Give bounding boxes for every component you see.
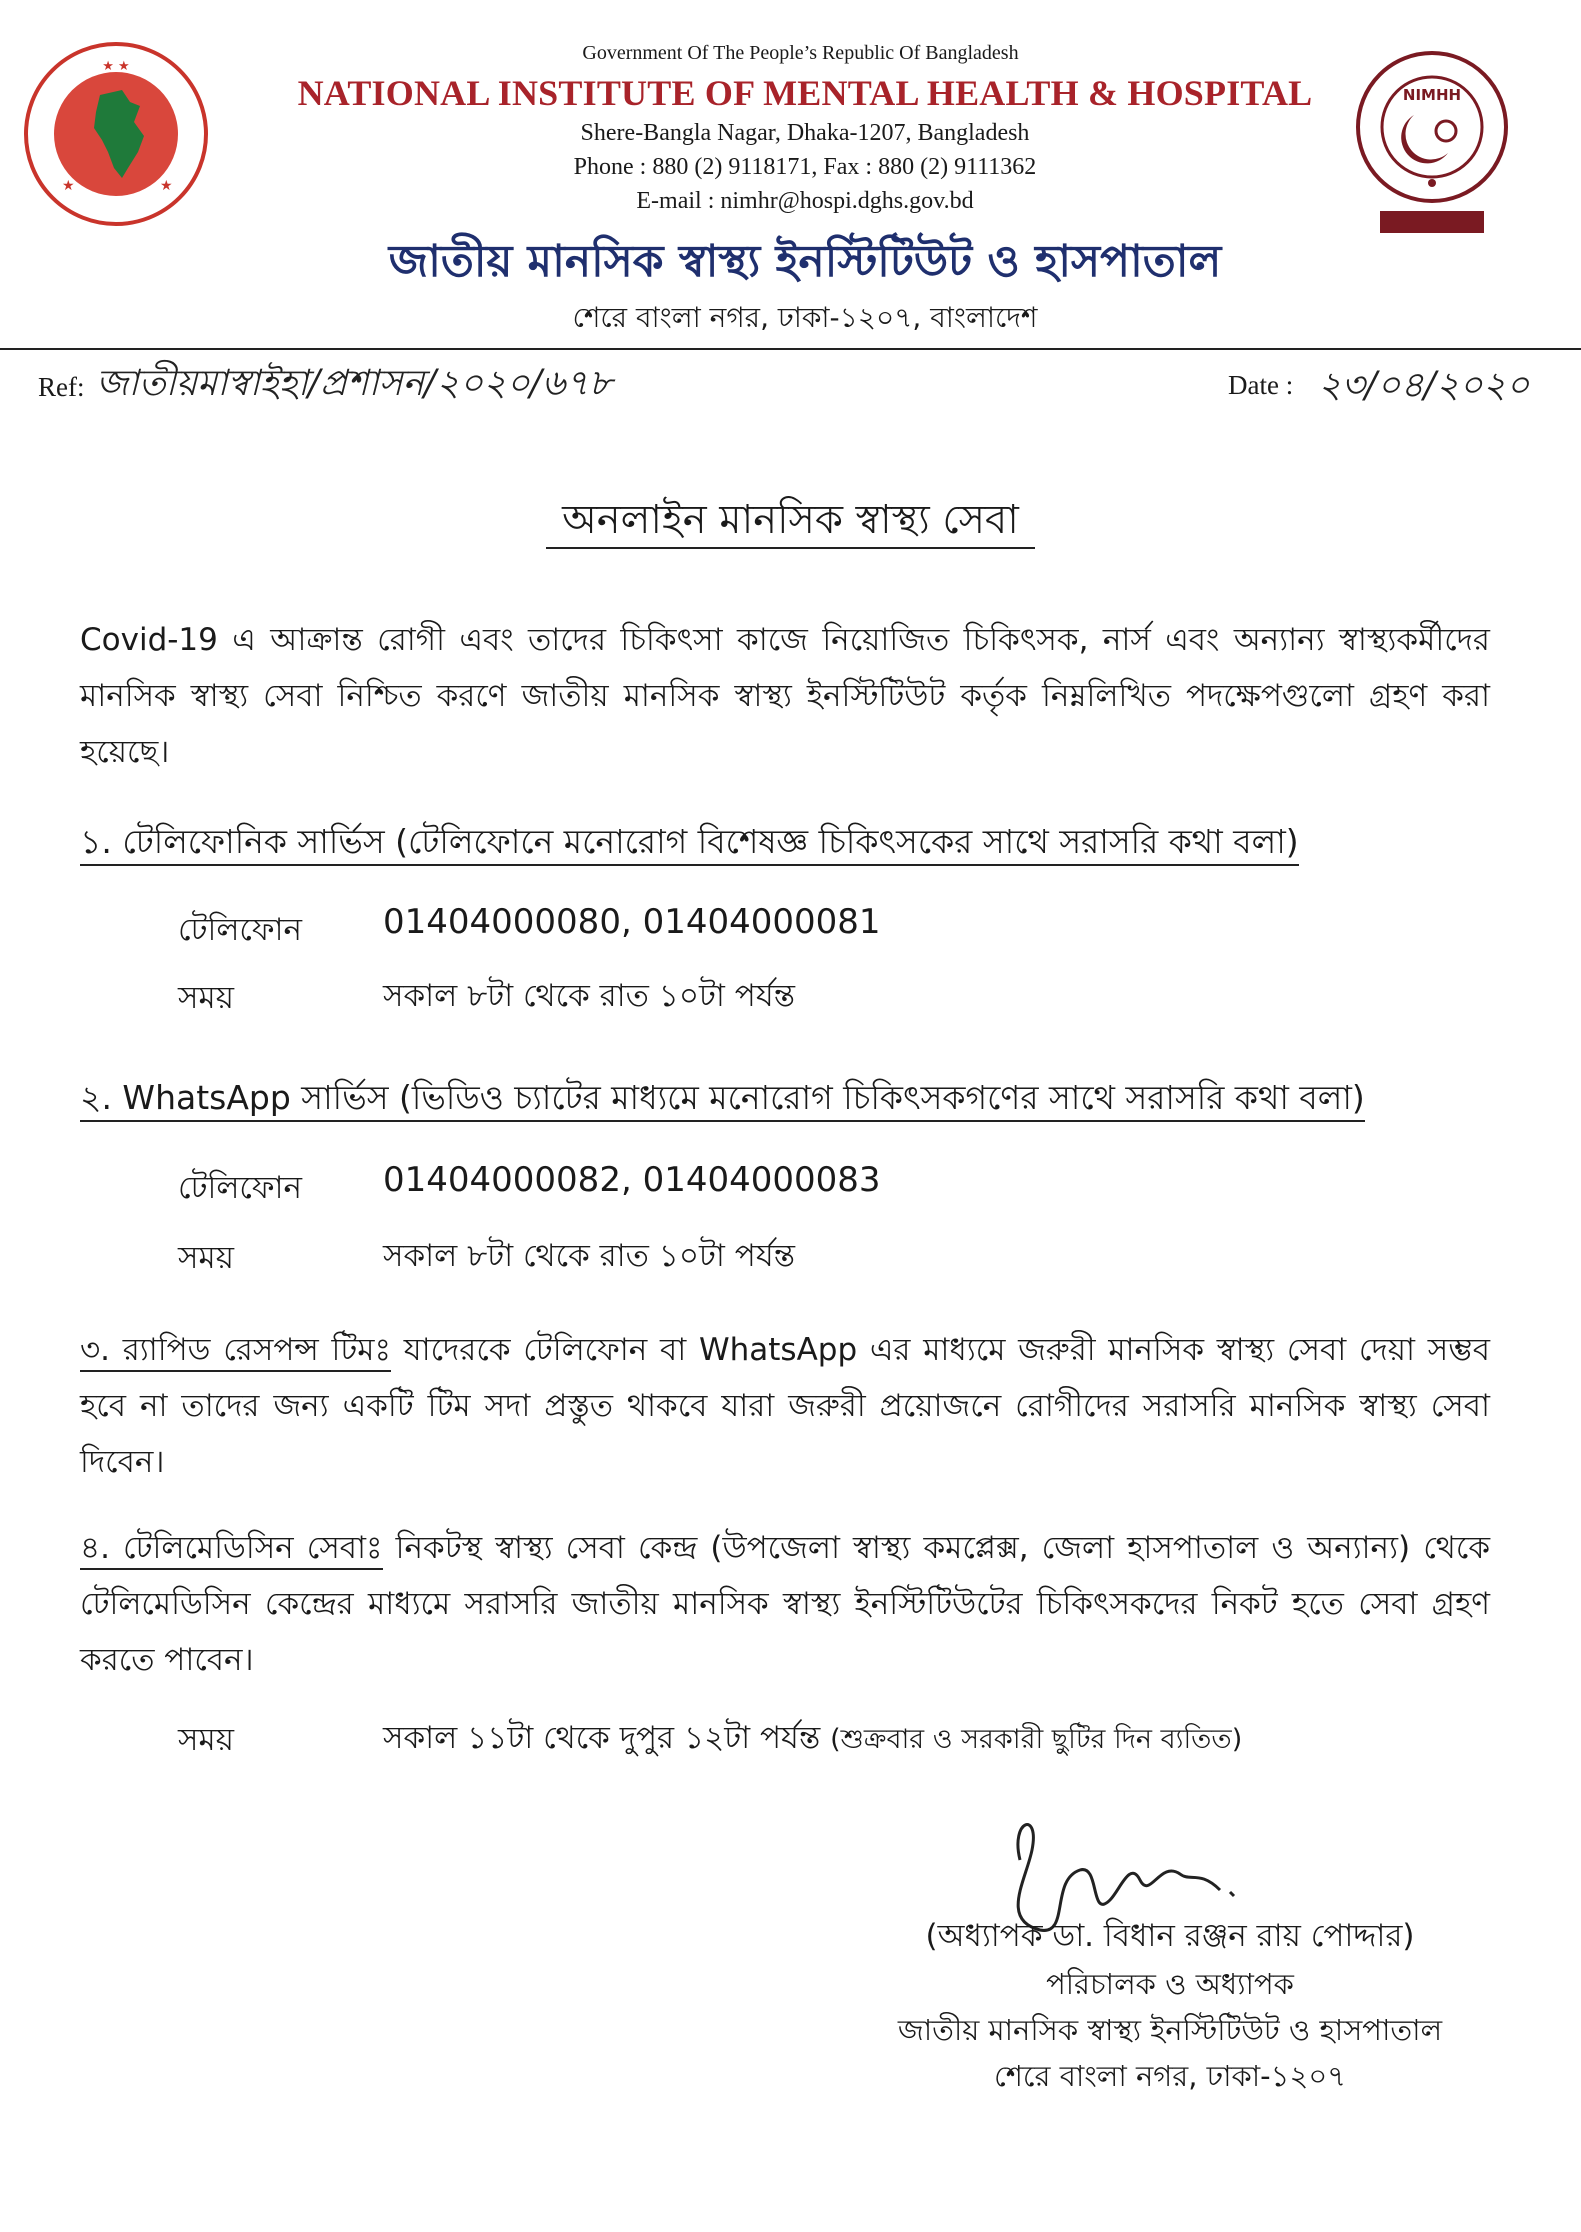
section-3-body: যাদেরকে টেলিফোন বা WhatsApp এর মাধ্যমে জরুরী মানসিক স্বাস্থ্য সেবা দেয়া সম্ভব হবে না তাদের জন্য একটি টিম সদা প্রস্তুত থাকবে যারা জরুরী প্রয়োজনে রোগীদের সরাসরি মানসিক স্বাস্থ্য সেবা দিবেন। [80,1332,1490,1480]
section-1-heading: ১. টেলিফোনিক সার্ভিস (টেলিফোনে মনোরোগ বিশেষজ্ঞ চিকিৎসকের সাথে সরাসরি কথা বলা) [80,816,1500,872]
signatory-name: (অধ্যাপক ডা. বিধান রঞ্জন রায় পোদ্দার) [925,1918,1415,1954]
section-4-body: নিকটস্থ স্বাস্থ্য সেবা কেন্দ্র (উপজেলা স্বাস্থ্য কমপ্লেক্স, জেলা হাসপাতাল ও অন্যান্য) থেকে টেলিমেডিসিন কেন্দ্রের মাধ্যমে সরাসরি জাতীয় মানসিক স্বাস্থ্য ইনস্টিটিউটের চিকিৎসকদের নিকট হতে সেবা গ্রহণ করতে পাবেন। [80,1530,1491,1678]
signatory-institute: জাতীয় মানসিক স্বাস্থ্য ইনস্টিটিউট ও হাসপাতাল [897,2013,1443,2047]
intro-paragraph: Covid-19 এ আক্রান্ত রোগী এবং তাদের চিকিৎসা কাজে নিয়োজিত চিকিৎসক, নার্স এবং অন্যান্য স্বাস্থ্যকর্মীদের মানসিক স্বাস্থ্য সেবা নিশ্চিত করণে জাতীয় মানসিক স্বাস্থ্য ইনস্টিটিউট কর্তৃক নিম্নলিখিত পদক্ষেপগুলো গ্রহণ করা হয়েছে। [80,622,1490,770]
government-line: Government Of The People’s Republic Of Bangladesh [582,42,1019,64]
section-4-time-label: সময় [178,1722,234,1758]
svg-text:★: ★ [160,178,173,194]
organization-phone: Phone : 880 (2) 9118171, Fax : 880 (2) 9111362 [573,154,1037,180]
section-4-heading: ৪. টেলিমেডিসিন সেবাঃ [80,1530,383,1570]
section-1-time-value: সকাল ৮টা থেকে রাত ১০টা পর্যন্ত [383,978,796,1014]
svg-text:★: ★ [62,178,75,194]
signatory-designation: পরিচালক ও অধ্যাপক [1046,1967,1294,2001]
nimhh-logo [1352,35,1512,243]
organization-address-bangla: শেরে বাংলা নগর, ঢাকা-১২০৭, বাংলাদেশ [572,301,1038,334]
svg-text:★ ★: ★ ★ [102,59,130,74]
section-2-heading: ২. WhatsApp সার্ভিস (ভিডিও চ্যাটের মাধ্যমে মনোরোগ চিকিৎসকগণের সাথে সরাসরি কথা বলা) [80,1072,1500,1128]
ref-label: Ref: [38,372,85,402]
date-value: ২৩/০৪/২০২০ [1318,365,1530,406]
signatory-address: শেরে বাংলা নগর, ঢাকা-১২০৭ [993,2059,1347,2093]
date-label: Date : [1228,370,1294,400]
organization-email: E-mail : nimhr@hospi.dghs.gov.bd [636,188,974,214]
section-2-phone-value: 01404000082, 01404000083 [383,1160,881,1200]
organization-name: NATIONAL INSTITUTE OF MENTAL HEALTH & HOSPITAL [297,73,1313,113]
section-4-time-value: সকাল ১১টা থেকে দুপুর ১২টা পর্যন্ত (শুক্রবার ও সরকারী ছুটির দিন ব্যতিত) [383,1720,1243,1756]
section-4-paragraph [80,1520,1490,1688]
section-2-phone-label: টেলিফোন [178,1170,303,1206]
section-4-time-note: (শুক্রবার ও সরকারী ছুটির দিন ব্যতিত) [830,1724,1243,1755]
section-3-paragraph [80,1322,1490,1490]
section-2-time-label: সময় [178,1240,234,1276]
bangladesh-government-seal [22,40,210,228]
header-divider [0,348,1581,350]
section-3-heading: ৩. র‍্যাপিড রেসপন্স টিমঃ [80,1332,391,1372]
organization-name-bangla: জাতীয় মানসিক স্বাস্থ্য ইনস্টিটিউট ও হাসপাতাল [388,236,1222,287]
nimhh-logo-abbr: NIMHH [1402,86,1462,104]
section-1-phone-value: 01404000080, 01404000081 [383,902,881,942]
section-1-phone-label: টেলিফোন [178,912,303,948]
section-2-time-value: সকাল ৮টা থেকে রাত ১০টা পর্যন্ত [383,1238,796,1274]
section-1-time-label: সময় [178,980,234,1016]
document-title: অনলাইন মানসিক স্বাস্থ্য সেবা [0,488,1581,555]
organization-address: Shere-Bangla Nagar, Dhaka-1207, Bangladesh [580,120,1030,146]
ref-number: জাতীয়মাস্বাইহা/প্রশাসন/২০২০/৬৭৮ [96,363,613,404]
